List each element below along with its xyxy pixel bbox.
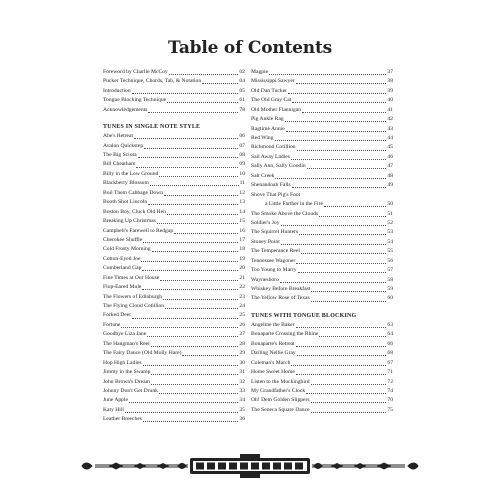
dot-leader (324, 206, 386, 207)
entry-page: 52 (387, 219, 393, 226)
entry-title: My Grandfather's Clock (251, 387, 306, 394)
dot-leader (151, 346, 239, 347)
entry-title: The Fairy Dance (Old Molly Hare) (103, 350, 182, 357)
entry-page: 75 (387, 406, 393, 413)
entry-page: 59 (387, 286, 393, 293)
toc-entry[interactable] (251, 266, 393, 275)
dot-leader (148, 204, 238, 205)
entry-title: Goodbye Liza Jane (103, 331, 147, 338)
dot-leader (143, 365, 239, 366)
entry-title: Leather Breeches (103, 416, 142, 423)
entry-page: 78 (239, 106, 245, 113)
entry-page: 05 (239, 87, 245, 94)
entry-page: 30 (239, 359, 245, 366)
entry-title: Old Dan Tucker (251, 87, 288, 94)
toc-entry[interactable] (103, 302, 245, 311)
dot-leader (291, 159, 386, 160)
dot-leader (169, 74, 239, 75)
toc-entry[interactable] (103, 274, 245, 283)
entry-title: Pucker Technique, Chords, Tab, & Notation (103, 78, 202, 85)
toc-entry[interactable] (103, 189, 245, 198)
entry-title: Shenandoah Falls (251, 182, 291, 189)
entry-title: The Flying Cloud Cotillion (103, 303, 165, 310)
toc-entry[interactable] (103, 406, 245, 415)
dot-leader (157, 223, 239, 224)
entry-title: The Smoke Above the Clouds (251, 210, 319, 217)
entry-title: The Squirrel Hunters (251, 229, 299, 236)
entry-page: 17 (239, 236, 245, 243)
toc-entry[interactable] (103, 312, 245, 321)
toc-entry[interactable] (103, 161, 245, 170)
page-title: Table of Contents (168, 38, 332, 58)
entry-title: Forked Deer (103, 312, 132, 319)
entry-page: 25 (239, 312, 245, 319)
section-heading-tongue-blocking: TUNES WITH TONGUE BLOCKING (251, 312, 357, 319)
toc-entry[interactable] (251, 257, 393, 266)
entry-page: 47 (387, 163, 393, 170)
toc-entry[interactable] (103, 245, 245, 254)
dot-leader (285, 121, 387, 122)
toc-entry[interactable] (251, 87, 393, 96)
entry-title: Campbell's Farewell to Redgap (103, 227, 174, 234)
entry-title: Angeline the Baker (251, 321, 295, 328)
toc-entry[interactable] (251, 396, 393, 405)
entry-title: Acknowledgements (103, 106, 148, 113)
dot-leader (296, 263, 386, 264)
single-note-tunes-continued (251, 68, 393, 304)
toc-entry[interactable] (251, 368, 393, 377)
entry-page: 04 (239, 78, 245, 85)
dot-leader (311, 384, 387, 385)
entry-page: 19 (239, 255, 245, 262)
dot-leader (269, 74, 386, 75)
dot-leader (275, 140, 387, 141)
entry-page: 70 (387, 397, 393, 404)
entry-page: 15 (239, 218, 245, 225)
toc-right-column (251, 68, 393, 415)
dot-leader (311, 301, 387, 302)
entry-page: 60 (387, 295, 393, 302)
toc-entry[interactable] (251, 106, 393, 115)
toc-entry[interactable] (103, 293, 245, 302)
dot-leader (141, 261, 238, 262)
dot-leader (121, 327, 238, 328)
toc-entry[interactable] (251, 162, 393, 171)
toc-entry[interactable] (103, 170, 245, 179)
entry-title: Tennessee Wagoner (251, 257, 296, 264)
left-flourish (82, 463, 188, 469)
entry-title: Coleman's March (251, 359, 291, 366)
entry-title: Fine Times at Our House (103, 274, 160, 281)
dot-leader (182, 355, 238, 356)
toc-entry[interactable] (251, 172, 393, 181)
dot-leader (292, 102, 386, 103)
entry-title: Too Young to Marry (251, 267, 297, 274)
toc-entry[interactable] (103, 77, 245, 86)
toc-entry[interactable] (251, 378, 393, 387)
toc-entry[interactable] (103, 208, 245, 217)
toc-entry[interactable] (103, 387, 245, 396)
dot-leader (132, 93, 239, 94)
toc-entry[interactable] (251, 238, 393, 247)
toc-entry[interactable] (103, 368, 245, 377)
entry-title: Sally Ann, Sally Goodin (251, 163, 306, 170)
dot-leader (288, 93, 386, 94)
entry-title: Home Sweet Home (251, 369, 295, 376)
toc-entry[interactable] (103, 264, 245, 273)
entry-page: 55 (387, 248, 393, 255)
entry-page: 74 (387, 387, 393, 394)
entry-page: 35 (239, 406, 245, 413)
entry-title: Red Wing (251, 135, 274, 142)
dot-leader (159, 176, 238, 177)
toc-entry[interactable] (103, 349, 245, 358)
entry-title: Pig Ankle Rag (251, 116, 284, 123)
dot-leader (143, 421, 238, 422)
toc-entry[interactable] (103, 106, 245, 115)
entry-title: The Old Gray Cat (251, 97, 292, 104)
entry-page: 02 (239, 68, 245, 75)
entry-page: 10 (239, 170, 245, 177)
dot-leader (151, 374, 238, 375)
entry-title: Soldier's Joy (251, 219, 280, 226)
entry-page: 11 (239, 180, 245, 187)
entry-page: 23 (239, 293, 245, 300)
toc-entry[interactable] (251, 295, 393, 304)
dot-leader (142, 270, 238, 271)
entry-title: Cumberland Gap (103, 265, 142, 272)
dot-leader (301, 253, 387, 254)
entry-page: 50 (387, 201, 393, 208)
entry-title: Bonaparte Crossing the Rhine (251, 331, 319, 338)
toc-entry[interactable] (251, 144, 393, 153)
toc-entry[interactable] (251, 153, 393, 162)
section-gap (103, 115, 245, 122)
entry-title: The Yellow Rose of Texas (251, 295, 310, 302)
toc-entry[interactable] (103, 142, 245, 151)
toc-entry[interactable] (251, 321, 393, 330)
entry-title: The Hangman's Reel (103, 340, 150, 347)
entry-page: 58 (387, 276, 393, 283)
toc-entry[interactable] (103, 340, 245, 349)
harmonica-icon (190, 454, 310, 478)
entry-page: 39 (387, 87, 393, 94)
toc-entry[interactable] (251, 276, 393, 285)
dot-leader (297, 355, 387, 356)
toc-entry[interactable] (251, 96, 393, 105)
section-gap (251, 304, 393, 311)
dot-leader (165, 308, 238, 309)
entry-title: Old Mother Flannigan (251, 106, 302, 113)
entry-title: Booth Shot Lincoln (103, 199, 148, 206)
dot-leader (142, 289, 238, 290)
entry-title: Avalon Quickstep (103, 142, 144, 149)
entry-title: Fortune (103, 321, 121, 328)
toc-entry[interactable] (103, 236, 245, 245)
tongue-blocking-tunes-list (251, 321, 393, 415)
entry-title: Tongue Blocking Technique (103, 97, 167, 104)
entry-title: Katy Hill (103, 406, 124, 413)
dot-leader (299, 234, 386, 235)
toc-entry[interactable] (103, 68, 245, 77)
entry-title: Foreword by Charlie McCoy (103, 68, 168, 75)
toc-entry[interactable] (251, 340, 393, 349)
entry-title: Abe's Retreat (103, 133, 134, 140)
entry-title: Billy in the Low Ground (103, 170, 159, 177)
toc-entry[interactable] (103, 87, 245, 96)
entry-title: John Brown's Dream (103, 378, 150, 385)
entry-title: Cherokee Shuffle (103, 236, 143, 243)
entry-page: 21 (239, 274, 245, 281)
entry-page: 20 (239, 265, 245, 272)
entry-title: Johnny Don't Get Drunk (103, 387, 158, 394)
entry-title: Mississippi Sawyer (251, 78, 295, 85)
dot-leader (163, 299, 238, 300)
entry-title: The Temperance Reel (251, 248, 300, 255)
toc-entry[interactable] (103, 217, 245, 226)
dot-leader (202, 83, 238, 84)
toc-entry[interactable] (251, 247, 393, 256)
dot-leader (311, 291, 386, 292)
entry-page: 06 (239, 133, 245, 140)
toc-entry[interactable] (251, 359, 393, 368)
entry-title: Flop-Eared Mule (103, 284, 142, 291)
entry-title: Oh! Dem Golden Slippers (251, 397, 310, 404)
entry-page: 14 (239, 208, 245, 215)
dot-leader (160, 280, 238, 281)
entry-title: Whiskey Before Breakfast (251, 286, 311, 293)
entry-page: 45 (387, 144, 393, 151)
toc-entry[interactable] (251, 406, 393, 415)
entry-page: 22 (239, 284, 245, 291)
toc-entry[interactable] (103, 330, 245, 339)
entry-title: Bonaparte's Retreat (251, 340, 295, 347)
toc-entry[interactable] (251, 349, 393, 358)
toc-entry[interactable] (103, 96, 245, 105)
entry-title: Bill Cheatham (103, 161, 136, 168)
dot-leader (281, 225, 387, 226)
entry-title: Magpie (251, 68, 269, 75)
entry-title: Stoney Point (251, 238, 280, 245)
entry-page: 64 (387, 331, 393, 338)
dot-leader (296, 374, 387, 375)
dot-leader (174, 233, 238, 234)
dot-leader (134, 138, 238, 139)
dot-leader (296, 327, 387, 328)
dot-leader (151, 384, 238, 385)
entry-title: Introduction (103, 87, 131, 94)
entry-page: 33 (239, 387, 245, 394)
entry-title: Salt Creek (251, 172, 275, 179)
dot-leader (125, 412, 238, 413)
entry-page: 16 (239, 227, 245, 234)
toc-entry[interactable] (251, 285, 393, 294)
toc-entry[interactable] (103, 283, 245, 292)
entry-page: 43 (387, 125, 393, 132)
entry-page: 68 (387, 350, 393, 357)
entry-page: 31 (239, 369, 245, 376)
toc-entry[interactable] (251, 219, 393, 228)
entry-page: 67 (387, 359, 393, 366)
dot-leader (138, 157, 239, 158)
entry-title: The Flowers of Edinburgh (103, 293, 163, 300)
entry-title: Sail Away Ladies (251, 153, 290, 160)
entry-page: 28 (239, 340, 245, 347)
entry-page: 51 (387, 210, 393, 217)
entry-page: 07 (239, 142, 245, 149)
toc-entry[interactable] (103, 359, 245, 368)
toc-entry[interactable] (251, 228, 393, 237)
entry-page: 12 (239, 189, 245, 196)
toc-entry-continued[interactable] (251, 200, 393, 209)
entry-page: 24 (239, 303, 245, 310)
dot-leader (280, 282, 387, 283)
dot-leader (143, 242, 238, 243)
dot-leader (164, 195, 238, 196)
entry-page: 49 (387, 182, 393, 189)
entry-page: 09 (239, 161, 245, 168)
entry-title: Boil Them Cabbage Down (103, 189, 164, 196)
toc-entry[interactable] (251, 68, 393, 77)
entry-page: 54 (387, 238, 393, 245)
entry-page: 18 (239, 246, 245, 253)
entry-title: Shove That Pig's Foot (251, 191, 301, 198)
entry-title: Cotton-Eyed Joe (103, 255, 141, 262)
toc-entry[interactable] (103, 151, 245, 160)
dot-leader (319, 216, 386, 217)
entry-page: 48 (387, 172, 393, 179)
right-flourish (312, 463, 418, 469)
dot-leader (159, 393, 238, 394)
dot-leader (286, 131, 387, 132)
toc-entry[interactable] (251, 134, 393, 143)
toc-entry[interactable] (103, 198, 245, 207)
dot-leader (275, 178, 386, 179)
entry-page: 53 (387, 229, 393, 236)
entry-page: 41 (387, 106, 393, 113)
entry-title: Breaking Up Christmas (103, 218, 156, 225)
dot-leader (167, 102, 238, 103)
toc-entry[interactable] (251, 125, 393, 134)
toc-entry[interactable] (251, 387, 393, 396)
toc-left-column (103, 68, 245, 425)
entry-page: 13 (239, 199, 245, 206)
dot-leader (307, 168, 387, 169)
entry-page: 71 (387, 369, 393, 376)
entry-page: 37 (387, 68, 393, 75)
toc-entry[interactable] (251, 115, 393, 124)
dot-leader (129, 402, 238, 403)
entry-page: 27 (239, 331, 245, 338)
entry-page: 63 (387, 321, 393, 328)
toc-entry[interactable] (103, 255, 245, 264)
entry-page: 26 (239, 321, 245, 328)
entry-page: 29 (239, 350, 245, 357)
dot-leader (150, 185, 239, 186)
toc-entry[interactable] (103, 396, 245, 405)
dot-leader (298, 272, 387, 273)
entry-title: Richmond Cotillion (251, 144, 296, 151)
dot-leader (291, 365, 386, 366)
toc-entry[interactable] (103, 132, 245, 141)
dot-leader (319, 336, 386, 337)
dot-leader (297, 150, 387, 151)
entry-title: June Apple (103, 397, 129, 404)
toc-entry[interactable] (103, 378, 245, 387)
entry-page: 36 (239, 416, 245, 423)
dot-leader (302, 112, 386, 113)
entry-title: Blackberry Blossom (103, 180, 149, 187)
dot-leader (148, 112, 238, 113)
toc-entry[interactable] (103, 179, 245, 188)
entry-title: Ragtime Annie (251, 125, 285, 132)
dot-leader (147, 336, 238, 337)
harmonica-ornament-divider (0, 451, 500, 481)
dot-leader (311, 412, 387, 413)
entry-page: 46 (387, 153, 393, 160)
dot-leader (144, 148, 238, 149)
dot-leader (292, 187, 387, 188)
entry-title: Boston Boy, Cluck Old Hen (103, 208, 166, 215)
entry-page: 40 (387, 97, 393, 104)
dot-leader (167, 214, 239, 215)
entry-title: Listen to the Mockingbird (251, 378, 310, 385)
dot-leader (306, 393, 386, 394)
toc-entry[interactable] (251, 191, 393, 200)
entry-title: Cold Frosty Morning (103, 246, 151, 253)
entry-title: The Seneca Square Dance (251, 406, 310, 413)
entry-page: 72 (387, 378, 393, 385)
toc-entry[interactable] (251, 181, 393, 190)
entry-page: 57 (387, 267, 393, 274)
entry-page: 42 (387, 116, 393, 123)
entry-title: Jimmy in the Swamp (103, 369, 151, 376)
entry-page: 34 (239, 397, 245, 404)
dot-leader (296, 346, 387, 347)
entry-title: Waynesboro (251, 276, 279, 283)
entry-title: Hop High Ladies (103, 359, 142, 366)
entry-title: The Big Sciota (103, 152, 137, 159)
toc-entry[interactable] (251, 210, 393, 219)
entry-page: 38 (387, 78, 393, 85)
dot-leader (152, 251, 239, 252)
dot-leader (296, 83, 387, 84)
toc-entry[interactable] (103, 415, 245, 424)
toc-entry[interactable] (251, 77, 393, 86)
section-heading-single-note: TUNES IN SINGLE NOTE STYLE (103, 124, 201, 131)
entry-page: 66 (387, 340, 393, 347)
dot-leader (136, 167, 238, 168)
entry-page: 56 (387, 257, 393, 264)
single-note-tunes-list (103, 132, 245, 425)
entry-title: a Little Farther in the Fire (265, 201, 323, 208)
entry-page: 08 (239, 152, 245, 159)
dot-leader (281, 244, 387, 245)
entry-page: 61 (239, 97, 245, 104)
toc-entry[interactable] (251, 330, 393, 339)
toc-entry[interactable] (103, 227, 245, 236)
dot-leader (132, 318, 238, 319)
entry-page: 32 (239, 378, 245, 385)
entry-page: 44 (387, 135, 393, 142)
toc-entry[interactable] (103, 321, 245, 330)
front-matter-list (103, 68, 245, 115)
entry-title: Darling Nellie Gray (251, 350, 296, 357)
dot-leader (311, 402, 387, 403)
